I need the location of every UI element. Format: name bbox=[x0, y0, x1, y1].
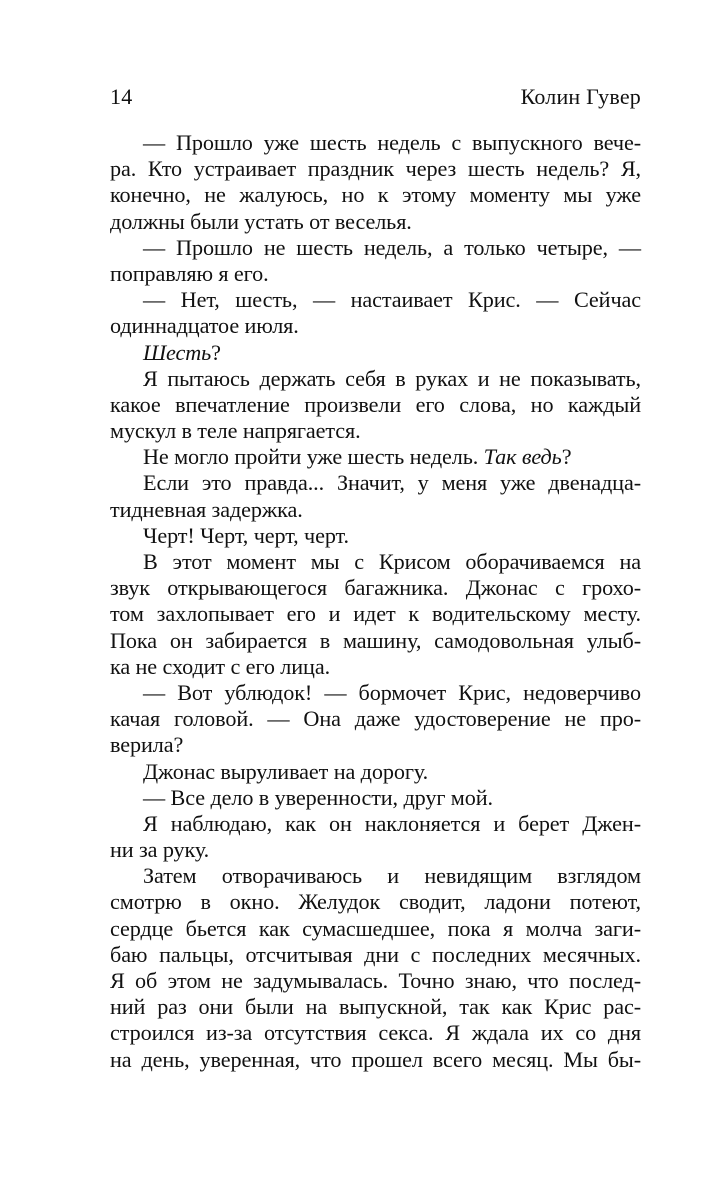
text-line bbox=[110, 523, 641, 549]
text-line bbox=[110, 156, 641, 182]
text-segment: сердце бьется как сумасшедшее, пока я молча заги- bbox=[110, 915, 641, 941]
text-segment: Не могло пройти уже шесть недель. bbox=[143, 444, 484, 470]
text-segment: баю пальцы, отсчитывая дни с последних месячных. bbox=[110, 941, 641, 967]
text-line bbox=[110, 916, 641, 942]
page-number: 14 bbox=[110, 84, 133, 109]
text-line bbox=[110, 549, 641, 575]
text-line bbox=[110, 759, 641, 785]
text-segment: — Нет, шесть, — настаивает Крис. — Сейчас bbox=[143, 287, 641, 313]
text-line bbox=[110, 366, 641, 392]
text-segment: — Прошло не шесть недель, а только четыре, — bbox=[143, 234, 641, 260]
text-line bbox=[110, 889, 641, 915]
text-segment: должны были устать от веселья. bbox=[110, 208, 412, 234]
text-segment: звук открывающегося багажника. Джонас с грохо- bbox=[110, 575, 641, 601]
text-segment: ? bbox=[211, 339, 221, 365]
text-segment: Пока он забирается в машину, самодовольная улыб- bbox=[110, 627, 641, 653]
text-line bbox=[110, 994, 641, 1020]
text-segment: Черт! Черт, черт, черт. bbox=[143, 522, 349, 548]
text-line bbox=[110, 811, 641, 837]
author-name: Колин Гувер bbox=[520, 84, 641, 109]
text-line bbox=[110, 706, 641, 732]
text-line bbox=[110, 1020, 641, 1046]
text-line bbox=[110, 732, 641, 758]
text-line bbox=[110, 418, 641, 444]
text-segment: ка не сходит с его лица. bbox=[110, 653, 331, 679]
text-line bbox=[110, 444, 641, 470]
text-segment: том захлопывает его и идет к водительскому месту. bbox=[110, 601, 641, 627]
text-line bbox=[110, 601, 641, 627]
text-line bbox=[110, 261, 641, 287]
text-line bbox=[110, 575, 641, 601]
text-segment: Джонас выруливает на дорогу. bbox=[143, 758, 429, 784]
text-segment: на день, уверенная, что прошел всего месяц. Мы бы- bbox=[110, 1046, 641, 1072]
text-segment: — Все дело в уверенности, друг мой. bbox=[143, 784, 493, 810]
italic-text: Так ведь bbox=[483, 444, 562, 470]
text-line bbox=[110, 313, 641, 339]
text-segment: поправляю я его. bbox=[110, 260, 269, 286]
text-segment: какое впечатление произвели его слова, но каждый bbox=[110, 391, 641, 417]
text-line bbox=[110, 654, 641, 680]
text-segment: качая головой. — Она даже удостоверение не про- bbox=[110, 706, 641, 732]
text-segment: — Вот ублюдок! — бормочет Крис, недоверчиво bbox=[143, 679, 641, 705]
text-line bbox=[110, 942, 641, 968]
text-line bbox=[110, 340, 641, 366]
text-segment: одиннадцатое июля. bbox=[110, 313, 299, 339]
text-segment: ни за руку. bbox=[110, 837, 210, 863]
text-line bbox=[110, 628, 641, 654]
body-text bbox=[110, 130, 641, 1073]
text-segment: верила? bbox=[110, 732, 184, 758]
text-segment: ? bbox=[561, 444, 572, 470]
text-line bbox=[110, 209, 641, 235]
italic-text: Шесть bbox=[143, 339, 212, 365]
text-line bbox=[110, 968, 641, 994]
text-line bbox=[110, 182, 641, 208]
text-segment: Затем отворачиваюсь и невидящим взглядом bbox=[143, 863, 641, 889]
text-segment: Если это правда... Значит, у меня уже двенадца- bbox=[143, 470, 641, 496]
text-line bbox=[110, 1047, 641, 1073]
text-line bbox=[110, 497, 641, 523]
text-segment: Я пытаюсь держать себя в руках и не показывать, bbox=[143, 365, 641, 391]
text-segment: мускул в теле напрягается. bbox=[110, 418, 361, 444]
text-line bbox=[110, 837, 641, 863]
text-line bbox=[110, 287, 641, 313]
text-segment: смотрю в окно. Желудок сводит, ладони потеют, bbox=[110, 889, 641, 915]
text-line bbox=[110, 392, 641, 418]
text-line bbox=[110, 130, 641, 156]
text-line bbox=[110, 785, 641, 811]
text-segment: тидневная задержка. bbox=[110, 496, 303, 522]
text-segment: конечно, не жалуюсь, но к этому моменту мы уже bbox=[110, 182, 641, 208]
text-segment: ра. Кто устраивает праздник через шесть недель? Я, bbox=[110, 156, 641, 182]
text-segment: ний раз они были на выпускной, так как Крис рас- bbox=[110, 994, 641, 1020]
text-segment: Я об этом не задумывалась. Точно знаю, что послед- bbox=[110, 968, 641, 993]
text-line bbox=[110, 680, 641, 706]
text-line bbox=[110, 470, 641, 496]
text-segment: Я наблюдаю, как он наклоняется и берет Джен- bbox=[143, 810, 641, 836]
text-segment: строился из-за отсутствия секса. Я ждала их со дня bbox=[110, 1020, 641, 1046]
running-header bbox=[110, 84, 641, 114]
text-line bbox=[110, 235, 641, 261]
text-segment: — Прошло уже шесть недель с выпускного вече- bbox=[143, 130, 641, 155]
text-segment: В этот момент мы с Крисом оборачиваемся на bbox=[143, 549, 641, 574]
text-line bbox=[110, 863, 641, 889]
